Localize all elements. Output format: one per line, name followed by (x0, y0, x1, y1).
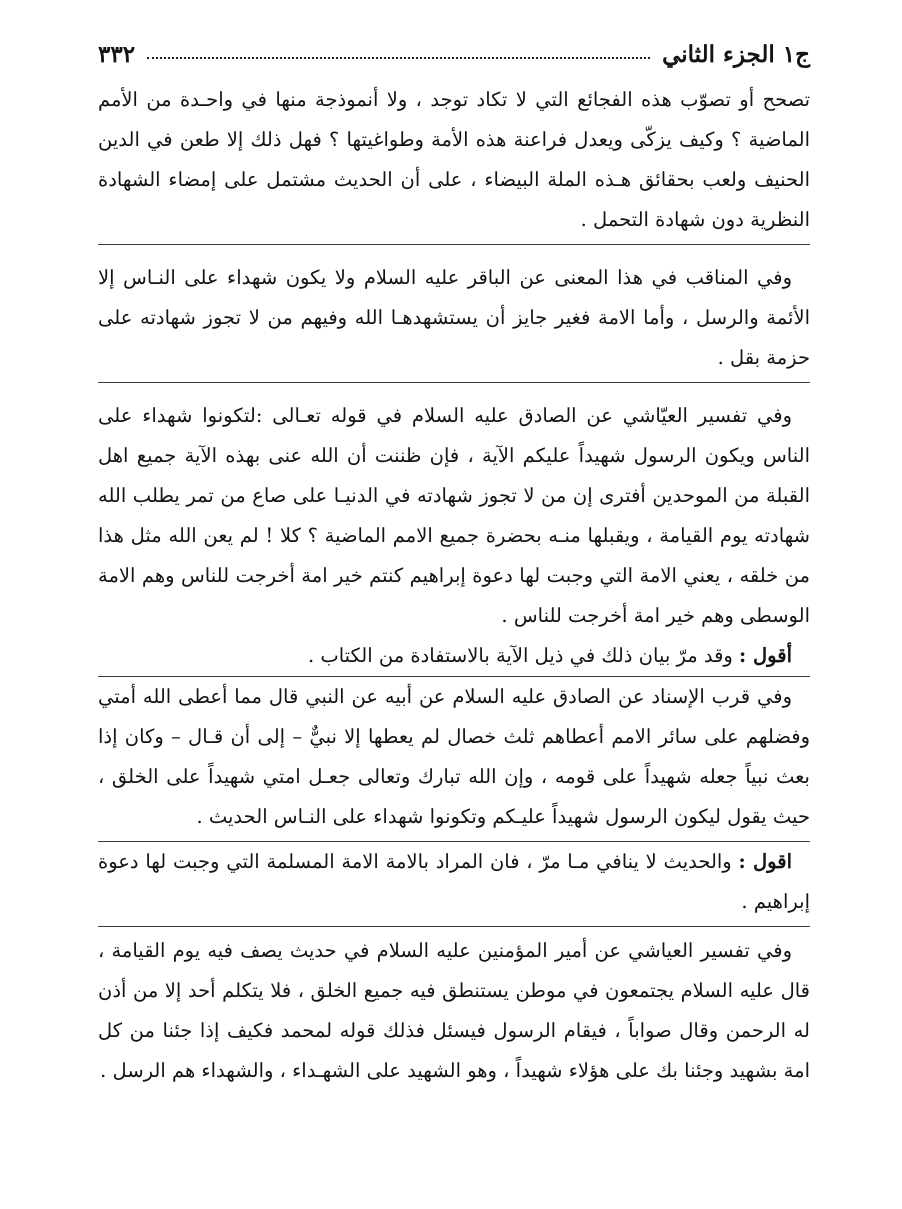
paragraph-text: تصحح أو تصوّب هذه الفجائع التي لا تكاد توجد ، ولا أنموذجة منها في واحـدة من الأمم الماضية ؟ وكيف يزكّى ويعدل فراعنة هذه الأمة وطواغيتها ؟ فهل ذلك إلا طعن في الدين الحنيف ولعب بحقائق هـذه الملة البيضاء ، على أن الحديث مشتمل على إمضاء الشهادة النظرية دون شهادة التحمل . (98, 88, 810, 231)
header-dotted-rule (147, 57, 650, 59)
paragraph-text: وفي تفسير العيّاشي عن الصادق عليه السلام في قوله تعـالى :لتكونوا شهداء على الناس ويكون الرسول شهيداً عليكم الآية ، فإن ظننت أن الله عنى بهذه الآية جميع اهل القبلة من الموحدين أفترى إن من لا تجوز شهادته في الدنيـا على صاع من تمر يطلب الله شهادته يوم القيامة ، ويقبلها منـه بحضرة جميع الامم الماضية ؟ كلا ! لم يعن الله مثل هذا من خلقه ، يعني الامة التي وجبت لها دعوة إبراهيم كنتم خير امة أخرجت للناس وهم الامة الوسطى وهم خير امة أخرجت للناس . (98, 404, 810, 627)
paragraph-ayyashi-2 (98, 931, 810, 1091)
paragraph-text: وفي تفسير العياشي عن أمير المؤمنين عليه السلام في حديث يصف فيه يوم القيامة ، قال عليه السلام يجتمعون في موطن يستنطق فيه جميع الخلق ، فلا يتكلم أحد إلا من أذن له الرحمن وقال صواباً ، فيقام الرسول فيسئل فذلك قوله لمحمد فكيف إذا جئنا من كل امة بشهيد وجئنا بك على هؤلاء شهيداً ، وهو الشهيد على الشهـداء ، والشهداء هم الرسل . (98, 939, 810, 1082)
paragraph-aqul-1 (98, 636, 810, 676)
paragraph-continuation (98, 80, 810, 240)
paragraph-text: وفي المناقب في هذا المعنى عن الباقر عليه السلام ولا يكون شهداء على النـاس إلا الأئمة والرسل ، وأما الامة فغير جايز أن يستشهدهـا الله وفيهم من لا تجوز شهادته على حزمة بقل . (98, 266, 810, 369)
paragraph-lead: أقول : (739, 644, 792, 667)
paragraph-qurb-al-isnad (98, 677, 810, 837)
paragraph-manaqib (98, 258, 810, 378)
paragraph-text: والحديث لا ينافي مـا مرّ ، فان المراد بالامة الامة المسلمة التي وجبت لها دعوة إبراهيم . (98, 850, 810, 913)
page-header (98, 34, 810, 74)
paragraph-ayyashi-1 (98, 396, 810, 636)
running-title: ج١ الجزء الثاني (662, 40, 810, 68)
paragraph-text: وقد مرّ بيان ذلك في ذيل الآية بالاستفادة من الكتاب . (307, 644, 733, 667)
page-body (98, 80, 810, 1091)
paragraph-text: وفي قرب الإسناد عن الصادق عليه السلام عن أبيه عن النبي قال مما أعطى الله أمتي وفضلهم على سائر الامم أعطاهم ثلث خصال لم يعطها إلا نبيٌّ – إلى أن قـال – وكان إذا بعث نبياً جعله شهيداً على قومه ، وإن الله تبارك وتعالى جعـل امتي شهيداً على الخلق ، حيث يقول ليكون الرسول شهيداً عليـكم وتكونوا شهداء على النـاس الحديث . (98, 685, 810, 828)
paragraph-lead: اقول : (738, 850, 792, 873)
paragraph-aqul-2 (98, 842, 810, 922)
page-number: ٣٣٢ (98, 40, 136, 68)
